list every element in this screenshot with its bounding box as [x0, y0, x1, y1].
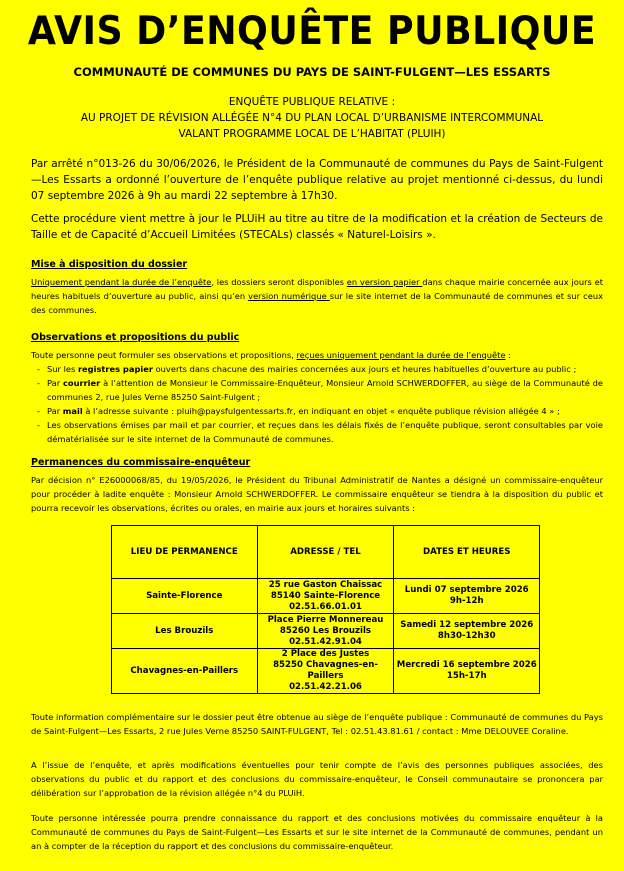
- date-line: Mercredi 16 septembre 2026: [396, 660, 537, 670]
- date-line: Lundi 07 septembre 2026: [404, 585, 529, 595]
- cell-date: [394, 579, 540, 614]
- closing-paragraph: A l’issue de l’enquête, et après modifications éventuelles pour tenir compte de l’avis des personnes publiques associées, des observations du public et du rapport et des conclusions du commissaire-enquêteur, le Conseil communautaire se prononcera par délibération sur l’approbation de la révision allégée n°4 du PLUiH.: [31, 760, 603, 798]
- date-line: Samedi 12 septembre 2026: [400, 620, 534, 630]
- cell-date: [394, 649, 540, 694]
- inquiry-heading-line: ENQUÊTE PUBLIQUE RELATIVE :: [228, 96, 396, 108]
- body-paragraph: [31, 348, 603, 362]
- body-text: Sur les: [47, 364, 78, 374]
- body-text: Toute personne peut formuler ses observations et propositions,: [31, 350, 297, 360]
- emphasis-text: reçues uniquement pendant la durée de l’enquête: [296, 350, 506, 360]
- closing-paragraph: Toute information complémentaire sur le dossier peut être obtenue au siège de l’enquête publique : Communauté de communes du Pays de Saint-Fulgent—Les Essarts, 2 rue Jules Verne 85250 SAINT-FULGENT, Tel : 02.51.43.81.61 / contact : Mme DELOUVEE Coraline.: [31, 712, 603, 736]
- cell-lieu: Les Brouzils: [112, 614, 258, 649]
- cell-lieu: Sainte-Florence: [112, 579, 258, 614]
- body-text: dans chaque mairie concernée aux jours et heures habituels d’ouverture au public, ainsi qu’en: [31, 277, 603, 301]
- address-line: Paillers: [307, 671, 344, 681]
- table-row: [112, 649, 540, 694]
- permanence-table: [111, 525, 540, 694]
- inquiry-heading-line: AU PROJET DE RÉVISION ALLÉGÉE N°4 DU PLAN LOCAL D’URBANISME INTERCOMMUNAL: [80, 112, 544, 124]
- body-text: , les dossiers seront disponibles: [211, 277, 347, 287]
- column-header: LIEU DE PERMANENCE: [112, 526, 258, 579]
- address-line: 2 Place des Justes: [281, 649, 370, 659]
- emphasis-text: Uniquement pendant la durée de l’enquête: [31, 277, 212, 287]
- address-line: 25 rue Gaston Chaissac: [268, 579, 383, 590]
- body-text: à l’attention de Monsieur le Commissaire-Enquêteur, Monsieur Arnold SCHWERDOFFER, au siège de la Communauté de communes 2, rue Jules Verne 85250 Saint-Fulgent ;: [47, 378, 604, 402]
- address-line: Place Pierre Monnereau: [267, 614, 384, 625]
- cell-adresse: [257, 614, 394, 649]
- body-text: Par: [47, 378, 63, 388]
- emphasis-text: mail: [62, 406, 83, 416]
- hours-line: 15h-17h: [446, 671, 487, 681]
- phone-number: 02.51.42.91.04: [289, 636, 362, 647]
- table-row: [112, 579, 540, 614]
- list-item: [47, 362, 603, 376]
- inquiry-heading-line: VALANT PROGRAMME LOCAL DE L’HABITAT (PLUIH): [178, 128, 446, 140]
- body-text: sur le site internet de la Communauté de communes et sur ceux des communes.: [31, 291, 603, 315]
- submission-methods-list: [31, 362, 603, 446]
- notice-subtitle: COMMUNAUTÉ DE COMMUNES DU PAYS DE SAINT-FULGENT—LES ESSARTS: [73, 65, 551, 79]
- column-header: ADRESSE / TEL: [257, 526, 394, 579]
- body-text: Par: [47, 406, 63, 416]
- emphasis-text: version numérique: [248, 291, 330, 301]
- list-item: [47, 376, 603, 404]
- emphasis-text: registres papier: [77, 364, 153, 374]
- hours-line: 9h-12h: [449, 596, 484, 606]
- section-title-observations: Observations et propositions du public: [31, 332, 240, 343]
- hours-line: 8h30-12h30: [437, 631, 496, 641]
- address-line: 85250 Chavagnes-en-: [273, 660, 378, 670]
- table-header-row: [112, 526, 540, 579]
- body-text: ouverts dans chacune des mairies concernées aux jours et heures habituelles d’ouverture au public ;: [152, 364, 577, 374]
- address-line: 85140 Sainte-Florence: [270, 590, 381, 601]
- notice-title: AVIS D’ENQUÊTE PUBLIQUE: [27, 9, 597, 54]
- closing-paragraph: Toute personne intéressée pourra prendre connaissance du rapport et des conclusions motivées du commissaire enquêteur à la Communauté de communes du Pays de Saint-Fulgent—Les Essarts et sur le site internet de la Communauté de communes, pendant un an à compter de la réception du rapport et des conclusions du commissaire-enquêteur.: [31, 813, 603, 851]
- phone-number: 02.51.42.21.06: [289, 682, 362, 692]
- emphasis-text: courrier: [62, 378, 101, 388]
- list-item: - Les observations émises par mail et par courrier, et reçues dans les délais fixés de l’enquête publique, seront consultables par voie dématérialisée sur le site internet de la Communauté de communes.: [47, 418, 603, 446]
- cell-lieu: Chavagnes-en-Paillers: [112, 649, 258, 694]
- section-title-dossier: Mise à disposition du dossier: [31, 259, 188, 270]
- intro-paragraph: Cette procédure vient mettre à jour le PLUiH au titre au titre de la modification et la création de Secteurs de Taille et de Capacité d’Accueil Limitées (STECALs) classés « Naturel-Loisirs ».: [31, 213, 603, 241]
- emphasis-text: en version papier: [346, 277, 423, 287]
- body-text: à l’adresse suivante : pluih@paysfulgentessarts.fr, en indiquant en objet « enquête publique révision allégée 4 » ;: [82, 406, 560, 416]
- body-text: :: [505, 350, 511, 360]
- intro-text: [31, 156, 603, 250]
- table-row: [112, 614, 540, 649]
- phone-number: 02.51.66.01.01: [289, 601, 362, 612]
- section-body-permanences: Par décision n° E26000068/85, du 19/05/2026, le Président du Tribunal Administratif de Nantes a désigné un commissaire-enquêteur pour procéder à ladite enquête : Monsieur Arnold SCHWERDOFFER. Le commissaire enquêteur se tiendra à la disposition du public et pourra recevoir les observations, écrites ou orales, en mairie aux jours et horaires suivants :: [31, 475, 603, 513]
- column-header: DATES ET HEURES: [394, 526, 540, 579]
- cell-date: [394, 614, 540, 649]
- cell-adresse: [257, 649, 394, 694]
- section-body-observations: [31, 348, 603, 446]
- section-body-dossier: [31, 275, 603, 317]
- section-title-permanences: Permanences du commissaire-enquêteur: [31, 457, 251, 468]
- cell-adresse: [257, 579, 394, 614]
- inquiry-heading: [0, 94, 624, 142]
- intro-paragraph: Par arrêté n°013-26 du 30/06/2026, le Président de la Communauté de communes du Pays de Saint-Fulgent—Les Essarts a ordonné l’ouverture de l’enquête publique relative au projet mentionné ci-dessus, du lundi 07 septembre 2026 à 9h au mardi 22 septembre à 17h30.: [31, 158, 603, 202]
- list-item: [47, 404, 603, 418]
- address-line: 85260 Les Brouzils: [279, 625, 372, 636]
